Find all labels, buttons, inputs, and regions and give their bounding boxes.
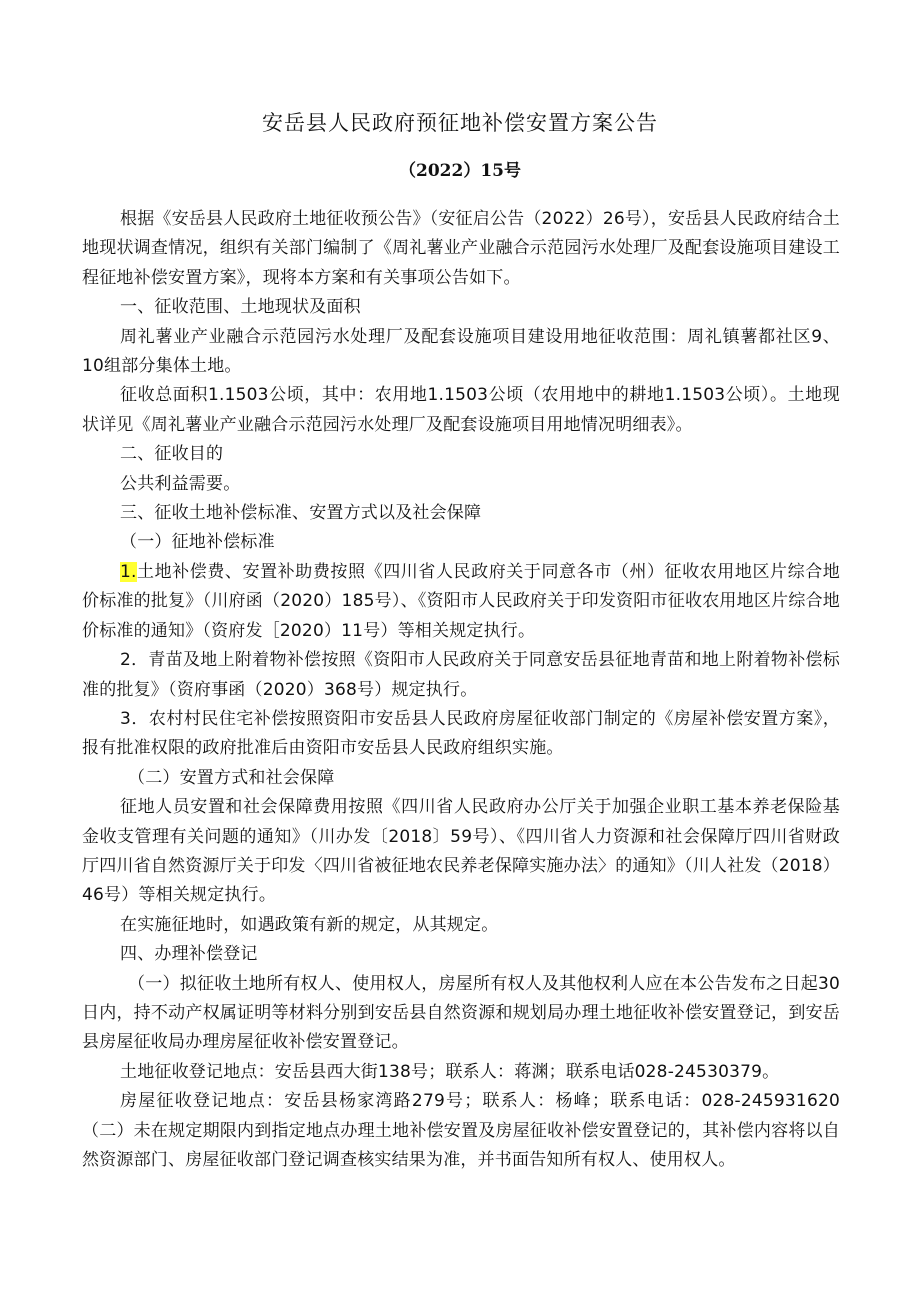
item-1-text: 土地补偿费、安置补助费按照《四川省人民政府关于同意各市（州）征收农用地区片综合地价标准的批复》（川府函（2020）185号）、《资阳市人民政府关于印发资阳市征收农用地区片综合地价标准的通知》（资府发［2020）11号）等相关规定执行。	[82, 561, 840, 641]
highlighted-item-number: 1.	[120, 561, 137, 582]
paragraph-house-registration: 房屋征收登记地点：安岳县杨家湾路279号；联系人：杨峰；联系电话：028-245931620（二）未在规定期限内到指定地点办理土地补偿安置及房屋征收补偿安置登记的，其补偿内容将以自然资源部门、房屋征收部门登记调查核实结果为准，并书面告知所有权人、使用权人。	[82, 1091, 840, 1170]
document-number: （2022）15号	[399, 161, 521, 181]
item-1-paragraph	[82, 558, 840, 646]
paragraph-area: 征收总面积1.1503公顷，其中：农用地1.1503公顷（农用地中的耕地1.1503公顷）。土地现状详见《周礼薯业产业融合示范园污水处理厂及配套设施项目用地情况明细表》。	[82, 385, 840, 435]
section-heading-registration: 四、办理补偿登记	[120, 944, 258, 965]
intro-paragraph: 根据《安岳县人民政府土地征收预公告》（安征启公告（2022）26号），安岳县人民政府结合土地现状调查情况，组织有关部门编制了《周礼薯业产业融合示范园污水处理厂及配套设施项目建设工程征地补偿安置方案》，现将本方案和有关事项公告如下。	[82, 209, 840, 288]
item-2-paragraph: 2．青苗及地上附着物补偿按照《资阳市人民政府关于同意安岳县征地青苗和地上附着物补偿标准的批复》（资府事函（2020）368号）规定执行。	[82, 650, 840, 700]
section-heading-standards: 三、征收土地补偿标准、安置方式以及社会保障	[120, 503, 482, 524]
paragraph-social-security: 征地人员安置和社会保障费用按照《四川省人民政府办公厅关于加强企业职工基本养老保险基金收支管理有关问题的通知》（川办发〔2018〕59号）、《四川省人力资源和社会保障厅四川省财政厅四川省自然资源厅关于印发〈四川省被征地农民养老保障实施办法〉的通知》（川人社发（2018）46号）等相关规定执行。	[82, 797, 840, 906]
paragraph-policy-note: 在实施征地时，如遇政策有新的规定，从其规定。	[120, 914, 499, 935]
section-heading-purpose: 二、征收目的	[120, 444, 224, 465]
section-heading-scope: 一、征收范围、土地现状及面积	[120, 297, 361, 318]
paragraph-purpose: 公共利益需要。	[120, 473, 241, 494]
item-3-paragraph: 3．农村村民住宅补偿按照资阳市安岳县人民政府房屋征收部门制定的《房屋补偿安置方案》，报有批准权限的政府批准后由资阳市安岳县人民政府组织实施。	[82, 708, 840, 759]
subheading-compensation-standard: （一）征地补偿标准	[120, 532, 275, 553]
document-body	[82, 205, 840, 1175]
subheading-resettlement: （二）安置方式和社会保障	[128, 767, 335, 788]
paragraph-scope: 周礼薯业产业融合示范园污水处理厂及配套设施项目建设用地征收范围：周礼镇薯都社区9、10组部分集体土地。	[82, 326, 840, 377]
page-title: 安岳县人民政府预征地补偿安置方案公告	[262, 111, 658, 135]
paragraph-land-registration: 土地征收登记地点：安岳县西大街138号；联系人：蒋渊；联系电话028-24530379。	[120, 1061, 780, 1082]
paragraph-registration: （一）拟征收土地所有权人、使用权人，房屋所有权人及其他权利人应在本公告发布之日起30日内，持不动产权属证明等材料分别到安岳县自然资源和规划局办理土地征收补偿安置登记，到安岳县房屋征收局办理房屋征收补偿安置登记。	[82, 973, 840, 1053]
